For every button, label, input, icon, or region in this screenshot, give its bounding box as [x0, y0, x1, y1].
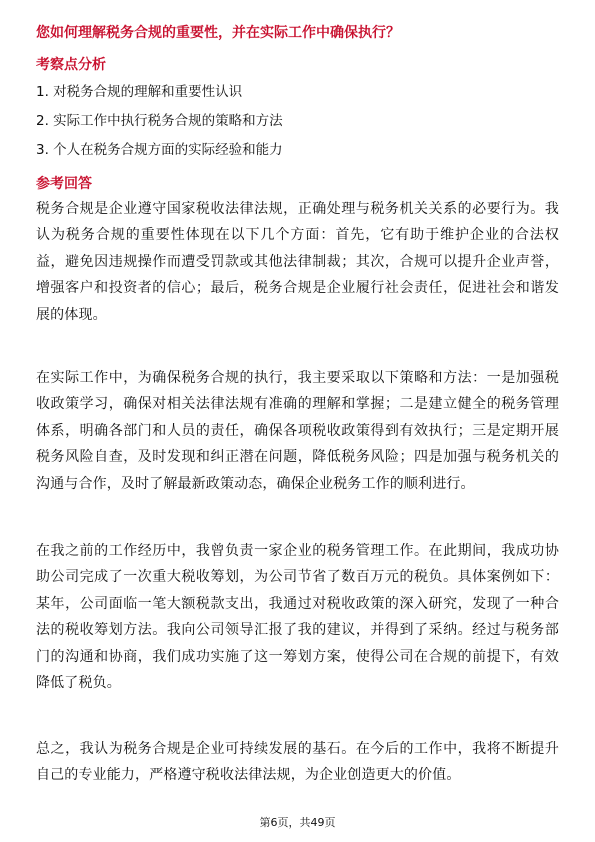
- answer-paragraph-3: 在我之前的工作经历中，我曾负责一家企业的税务管理工作。在此期间，我成功协助公司完成了一次重大税收筹划，为公司节省了数百万元的税负。具体案例如下：某年，公司面临一笔大额税款支出，我通过对税收政策的深入研究，发现了一种合法的税收筹划方法。我向公司领导汇报了我的建议，并得到了采纳。经过与税务部门的沟通和协商，我们成功实施了这一筹划方案，使得公司在合规的前提下，有效降低了税负。: [36, 543, 559, 692]
- question-title: 您如何理解税务合规的重要性，并在实际工作中确保执行？: [36, 25, 400, 41]
- analysis-heading: 考察点分析: [36, 57, 106, 73]
- analysis-point-3: 3. 个人在税务合规方面的实际经验和能力: [36, 142, 283, 158]
- page-number-footer: 第6页，共49页: [259, 816, 336, 829]
- analysis-point-1: 1. 对税务合规的理解和重要性认识: [36, 84, 243, 100]
- answer-paragraph-4: 总之，我认为税务合规是企业可持续发展的基石。在今后的工作中，我将不断提升自己的专业能力，严格遵守税收法律法规，为企业创造更大的价值。: [36, 741, 559, 784]
- answer-heading: 参考回答: [36, 176, 92, 192]
- answer-paragraph-2: 在实际工作中，为确保税务合规的执行，我主要采取以下策略和方法：一是加强税收政策学习，确保对相关法律法规有准确的理解和掌握；二是建立健全的税务管理体系，明确各部门和人员的责任，确保各项税收政策得到有效执行；三是定期开展税务风险自查，及时发现和纠正潜在问题，降低税务风险；四是加强与税务机关的沟通与合作，及时了解最新政策动态，确保企业税务工作的顺利进行。: [36, 370, 559, 492]
- analysis-point-2: 2. 实际工作中执行税务合规的策略和方法: [36, 113, 283, 129]
- answer-paragraph-1: 税务合规是企业遵守国家税收法律法规，正确处理与税务机关关系的必要行为。我认为税务合规的重要性体现在以下几个方面：首先，它有助于维护企业的合法权益，避免因违规操作而遭受罚款或其他法律制裁；其次，合规可以提升企业声誉，增强客户和投资者的信心；最后，税务合规是企业履行社会责任，促进社会和谐发展的体现。: [36, 201, 559, 323]
